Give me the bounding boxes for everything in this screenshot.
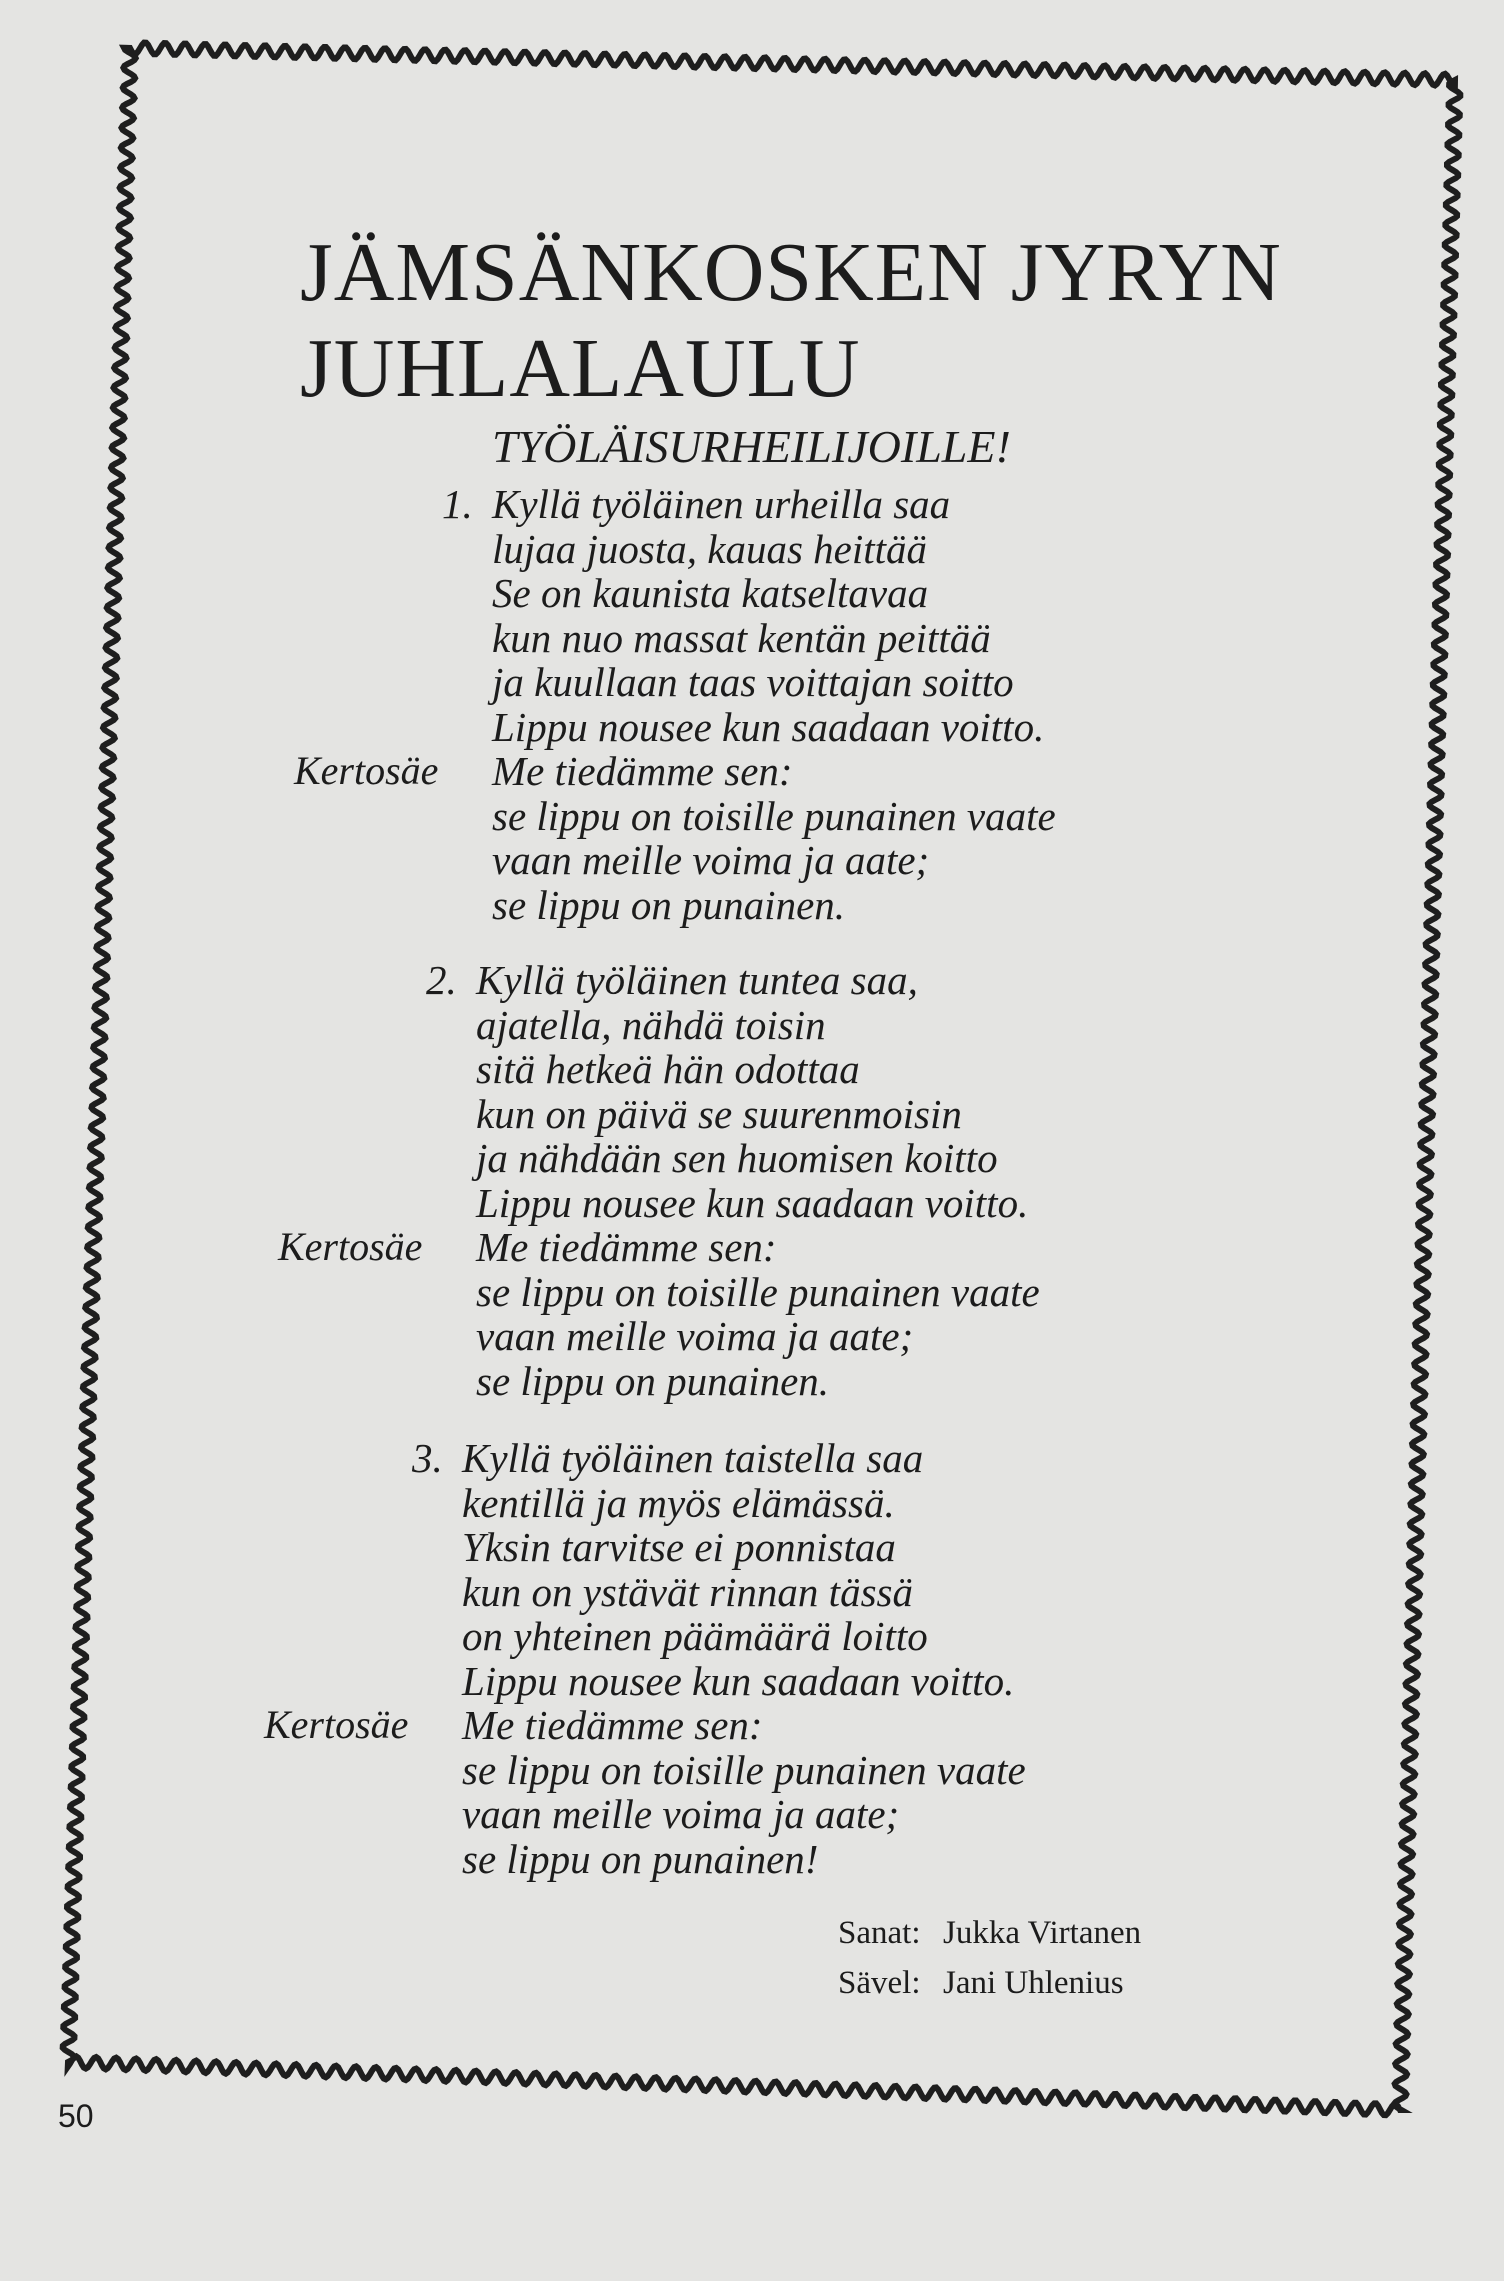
stanza-1 bbox=[294, 481, 1056, 928]
title-line-2: JUHLALAULU bbox=[300, 322, 861, 415]
refrain-label: Kertosäe bbox=[264, 1702, 409, 1747]
verse-line: kun on ystävät rinnan tässä bbox=[462, 1568, 913, 1615]
refrain-line: se lippu on toisille punainen vaate bbox=[492, 792, 1056, 839]
verse-line: on yhteinen päämäärä loitto bbox=[462, 1613, 928, 1659]
verse-line: lujaa juosta, kauas heittää bbox=[492, 525, 928, 572]
lyrics-author: Jukka Virtanen bbox=[943, 1915, 1142, 1951]
verse-line: Lippu nousee kun saadaan voitto. bbox=[476, 1179, 1029, 1226]
verse-line: ja kuullaan taas voittajan soitto bbox=[492, 659, 1014, 705]
music-label: Sävel: bbox=[838, 1965, 921, 2001]
stanza-3 bbox=[264, 1435, 1026, 1882]
verse-line: Yksin tarvitse ei ponnistaa bbox=[462, 1524, 896, 1570]
refrain-line: Me tiedämme sen: bbox=[492, 748, 793, 794]
refrain-line: Me tiedämme sen: bbox=[462, 1702, 763, 1748]
music-composer: Jani Uhlenius bbox=[943, 1965, 1124, 2001]
refrain-line: vaan meille voima ja aate; bbox=[476, 1313, 914, 1359]
refrain-line: vaan meille voima ja aate; bbox=[492, 837, 930, 883]
verse-line: kun nuo massat kentän peittää bbox=[492, 614, 991, 661]
music-credit bbox=[838, 1958, 1141, 2008]
verse-line: kentillä ja myös elämässä. bbox=[462, 1479, 895, 1526]
verse-line: Kyllä työläinen tuntea saa, bbox=[476, 957, 918, 1003]
verse-line: Se on kaunista katseltavaa bbox=[492, 570, 929, 616]
refrain-line: se lippu on toisille punainen vaate bbox=[462, 1746, 1026, 1793]
refrain-line: se lippu on punainen. bbox=[476, 1357, 830, 1404]
title-line-1: JÄMSÄNKOSKEN JYRYN bbox=[300, 226, 1282, 319]
verse-line: sitä hetkeä hän odottaa bbox=[476, 1046, 860, 1092]
stanza-number: 1. bbox=[442, 481, 473, 527]
verse-line: Kyllä työläinen taistella saa bbox=[462, 1435, 924, 1481]
verse-line: ja nähdään sen huomisen koitto bbox=[476, 1135, 998, 1181]
lyrics-credit bbox=[838, 1908, 1141, 1958]
refrain-line: vaan meille voima ja aate; bbox=[462, 1791, 900, 1837]
refrain-label: Kertosäe bbox=[278, 1224, 423, 1269]
verse-line: Lippu nousee kun saadaan voitto. bbox=[462, 1657, 1015, 1704]
stanza-2 bbox=[278, 957, 1040, 1404]
verse-line: ajatella, nähdä toisin bbox=[476, 1001, 826, 1048]
dedication: TYÖLÄISURHEILIJOILLE! bbox=[492, 421, 1011, 472]
refrain-line: Me tiedämme sen: bbox=[476, 1224, 777, 1270]
credits bbox=[838, 1908, 1141, 2008]
lyrics-label: Sanat: bbox=[838, 1915, 921, 1951]
refrain-line: se lippu on punainen. bbox=[492, 881, 846, 928]
page-number: 50 bbox=[58, 2098, 94, 2134]
refrain-line: se lippu on toisille punainen vaate bbox=[476, 1268, 1040, 1315]
refrain-label: Kertosäe bbox=[294, 748, 439, 793]
stanza-number: 3. bbox=[412, 1435, 443, 1481]
refrain-line: se lippu on punainen! bbox=[462, 1835, 819, 1882]
song-title bbox=[300, 225, 1282, 417]
verse-line: Kyllä työläinen urheilla saa bbox=[492, 481, 951, 527]
stanza-number: 2. bbox=[426, 957, 457, 1003]
verse-line: Lippu nousee kun saadaan voitto. bbox=[492, 703, 1045, 750]
verse-line: kun on päivä se suurenmoisin bbox=[476, 1090, 962, 1137]
